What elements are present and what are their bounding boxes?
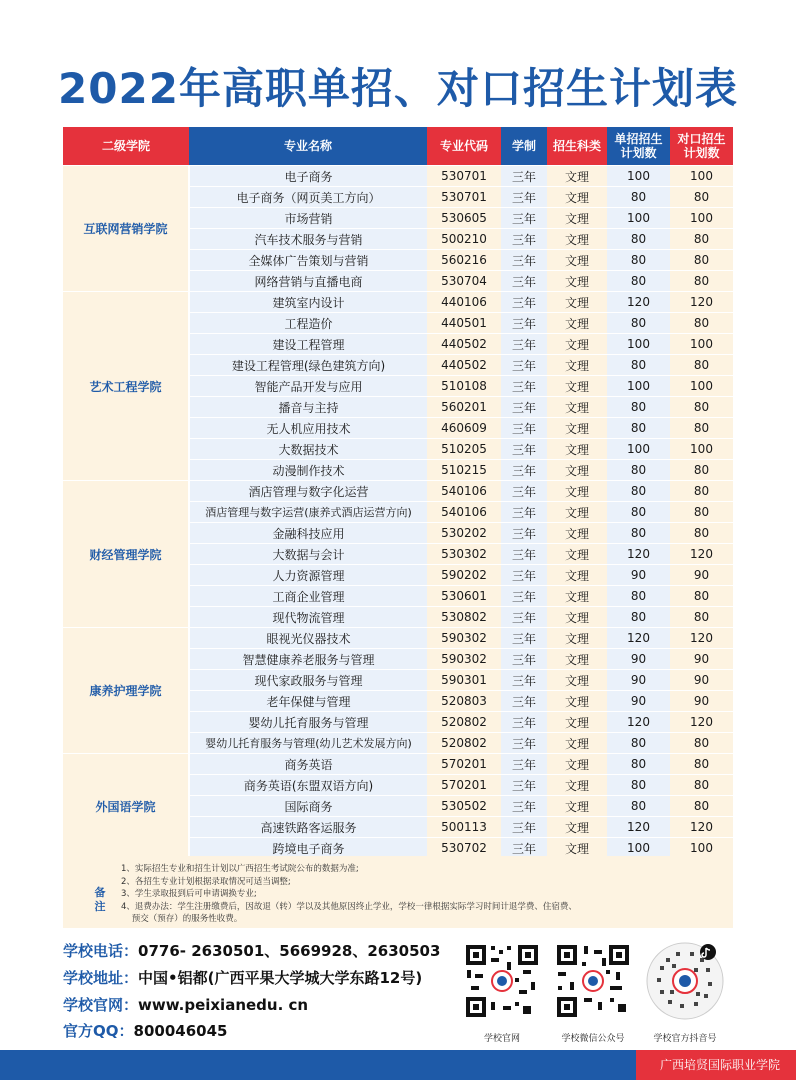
- duikou-quota-cell: 120: [670, 544, 733, 565]
- code-cell: 540106: [427, 481, 501, 502]
- major-cell: 建设工程管理: [189, 334, 427, 355]
- category-cell: 文理: [547, 229, 607, 250]
- code-cell: 520802: [427, 712, 501, 733]
- duikou-quota-cell: 100: [670, 334, 733, 355]
- category-cell: 文理: [547, 418, 607, 439]
- duikou-quota-cell: 120: [670, 628, 733, 649]
- category-cell: 文理: [547, 544, 607, 565]
- code-cell: 530704: [427, 271, 501, 292]
- category-cell: 文理: [547, 271, 607, 292]
- table-row: [63, 481, 733, 502]
- code-cell: 510205: [427, 439, 501, 460]
- single-quota-cell: 80: [607, 796, 670, 817]
- system-cell: 三年: [501, 418, 547, 439]
- category-cell: 文理: [547, 691, 607, 712]
- douyin-qr-code-icon[interactable]: [646, 942, 724, 1020]
- code-cell: 530701: [427, 166, 501, 187]
- code-cell: 510215: [427, 460, 501, 481]
- table-row: [63, 754, 733, 775]
- duikou-quota-cell: 80: [670, 481, 733, 502]
- duikou-quota-cell: 80: [670, 250, 733, 271]
- duikou-quota-cell: 80: [670, 775, 733, 796]
- system-cell: 三年: [501, 733, 547, 754]
- header-category: 招生科类: [547, 127, 607, 166]
- code-cell: 500113: [427, 817, 501, 838]
- category-cell: 文理: [547, 292, 607, 313]
- system-cell: 三年: [501, 166, 547, 187]
- phone-label: 学校电话：: [63, 942, 139, 960]
- header-college: 二级学院: [63, 127, 189, 166]
- category-cell: 文理: [547, 523, 607, 544]
- single-quota-cell: 120: [607, 712, 670, 733]
- category-cell: 文理: [547, 817, 607, 838]
- major-cell: 大数据与会计: [189, 544, 427, 565]
- system-cell: 三年: [501, 649, 547, 670]
- code-cell: 530502: [427, 796, 501, 817]
- category-cell: 文理: [547, 439, 607, 460]
- category-cell: 文理: [547, 796, 607, 817]
- single-quota-cell: 80: [607, 187, 670, 208]
- category-cell: 文理: [547, 502, 607, 523]
- duikou-quota-cell: 120: [670, 817, 733, 838]
- category-cell: 文理: [547, 565, 607, 586]
- single-quota-cell: 90: [607, 670, 670, 691]
- duikou-quota-cell: 80: [670, 313, 733, 334]
- system-cell: 三年: [501, 271, 547, 292]
- major-cell: 婴幼儿托育服务与管理(幼儿艺术发展方向): [189, 733, 427, 754]
- system-cell: 三年: [501, 460, 547, 481]
- qq-value: 800046045: [133, 1022, 228, 1040]
- major-cell: 酒店管理与数字化运营: [189, 481, 427, 502]
- major-cell: 智慧健康养老服务与管理: [189, 649, 427, 670]
- major-cell: 酒店管理与数字运营(康养式酒店运营方向): [189, 502, 427, 523]
- contact-qq: [63, 1020, 227, 1041]
- category-cell: 文理: [547, 838, 607, 859]
- single-quota-cell: 80: [607, 775, 670, 796]
- major-cell: 网络营销与直播电商: [189, 271, 427, 292]
- major-cell: 汽车技术服务与营销: [189, 229, 427, 250]
- major-cell: 眼视光仪器技术: [189, 628, 427, 649]
- duikou-quota-cell: 120: [670, 712, 733, 733]
- page-title: 2022年高职单招、对口招生计划表: [58, 64, 738, 113]
- qr-label-website: 学校官网: [483, 1034, 520, 1044]
- category-cell: 文理: [547, 187, 607, 208]
- single-quota-cell: 120: [607, 628, 670, 649]
- duikou-quota-cell: 90: [670, 649, 733, 670]
- code-cell: 590302: [427, 649, 501, 670]
- wechat-qr-code-icon[interactable]: [554, 942, 632, 1020]
- category-cell: 文理: [547, 460, 607, 481]
- system-cell: 三年: [501, 796, 547, 817]
- system-cell: 三年: [501, 628, 547, 649]
- category-cell: 文理: [547, 313, 607, 334]
- duikou-quota-cell: 80: [670, 355, 733, 376]
- single-quota-cell: 80: [607, 397, 670, 418]
- code-cell: 440501: [427, 313, 501, 334]
- category-cell: 文理: [547, 166, 607, 187]
- header-duikou-quota: 对口招生 计划数: [670, 127, 733, 166]
- code-cell: 500210: [427, 229, 501, 250]
- category-cell: 文理: [547, 355, 607, 376]
- address-value: 中国•铝都(广西平果大学城大学东路12号): [138, 969, 423, 987]
- major-cell: 电子商务: [189, 166, 427, 187]
- category-cell: 文理: [547, 649, 607, 670]
- website-value[interactable]: www.peixianedu. cn: [138, 996, 309, 1014]
- major-cell: 市场营销: [189, 208, 427, 229]
- duikou-quota-cell: 80: [670, 418, 733, 439]
- duikou-quota-cell: 100: [670, 166, 733, 187]
- duikou-quota-cell: 80: [670, 460, 733, 481]
- major-cell: 全媒体广告策划与营销: [189, 250, 427, 271]
- major-cell: 智能产品开发与应用: [189, 376, 427, 397]
- major-cell: 工商企业管理: [189, 586, 427, 607]
- category-cell: 文理: [547, 586, 607, 607]
- duikou-quota-cell: 80: [670, 586, 733, 607]
- system-cell: 三年: [501, 838, 547, 859]
- category-cell: 文理: [547, 607, 607, 628]
- single-quota-cell: 120: [607, 544, 670, 565]
- system-cell: 三年: [501, 565, 547, 586]
- system-cell: 三年: [501, 187, 547, 208]
- contact-address: [63, 967, 422, 988]
- single-quota-cell: 100: [607, 439, 670, 460]
- note-item: 2、各招生专业计划根据录取情况可适当调整;: [121, 876, 291, 887]
- major-cell: 建设工程管理(绿色建筑方向): [189, 355, 427, 376]
- system-cell: 三年: [501, 355, 547, 376]
- code-cell: 440502: [427, 355, 501, 376]
- single-quota-cell: 80: [607, 418, 670, 439]
- qq-label: 官方QQ：: [63, 1022, 134, 1040]
- major-cell: 老年保健与管理: [189, 691, 427, 712]
- system-cell: 三年: [501, 397, 547, 418]
- duikou-quota-cell: 80: [670, 229, 733, 250]
- system-cell: 三年: [501, 250, 547, 271]
- code-cell: 530702: [427, 838, 501, 859]
- major-cell: 婴幼儿托育服务与管理: [189, 712, 427, 733]
- single-quota-cell: 100: [607, 334, 670, 355]
- system-cell: 三年: [501, 481, 547, 502]
- contact-phone: [63, 940, 440, 961]
- code-cell: 540106: [427, 502, 501, 523]
- duikou-quota-cell: 90: [670, 691, 733, 712]
- single-quota-cell: 80: [607, 754, 670, 775]
- code-cell: 530605: [427, 208, 501, 229]
- code-cell: 560201: [427, 397, 501, 418]
- major-cell: 无人机应用技术: [189, 418, 427, 439]
- qr-label-douyin: 学校官方抖音号: [653, 1034, 717, 1044]
- system-cell: 三年: [501, 712, 547, 733]
- system-cell: 三年: [501, 586, 547, 607]
- header-major: 专业名称: [189, 127, 427, 166]
- major-cell: 工程造价: [189, 313, 427, 334]
- single-quota-cell: 80: [607, 586, 670, 607]
- duikou-quota-cell: 80: [670, 502, 733, 523]
- single-quota-cell: 80: [607, 250, 670, 271]
- qr-label-wechat: 学校微信公众号: [561, 1034, 625, 1044]
- system-cell: 三年: [501, 229, 547, 250]
- single-quota-cell: 100: [607, 376, 670, 397]
- duikou-quota-cell: 80: [670, 796, 733, 817]
- system-cell: 三年: [501, 754, 547, 775]
- header-code: 专业代码: [427, 127, 501, 166]
- header-system: 学制: [501, 127, 547, 166]
- duikou-quota-cell: 100: [670, 208, 733, 229]
- category-cell: 文理: [547, 628, 607, 649]
- code-cell: 440502: [427, 334, 501, 355]
- category-cell: 文理: [547, 775, 607, 796]
- category-cell: 文理: [547, 376, 607, 397]
- note-item: 4、退费办法：学生注册缴费后，因故退（转）学以及其他原因终止学业，学校一律根据实际学习时间计退学费、住宿费、: [121, 901, 577, 912]
- code-cell: 530802: [427, 607, 501, 628]
- single-quota-cell: 120: [607, 817, 670, 838]
- single-quota-cell: 100: [607, 208, 670, 229]
- phone-value: 0776- 2630501、5669928、2630503: [138, 942, 441, 960]
- college-name: 财经管理学院: [63, 481, 189, 628]
- code-cell: 440106: [427, 292, 501, 313]
- major-cell: 播音与主持: [189, 397, 427, 418]
- duikou-quota-cell: 90: [670, 565, 733, 586]
- contact-website: [63, 994, 308, 1015]
- footer-school-name: 广西培贤国际职业学院: [659, 1058, 780, 1072]
- major-cell: 跨境电子商务: [189, 838, 427, 859]
- duikou-quota-cell: 90: [670, 670, 733, 691]
- code-cell: 590202: [427, 565, 501, 586]
- duikou-quota-cell: 80: [670, 754, 733, 775]
- note-item: 1、实际招生专业和招生计划以广西招生考试院公布的数据为准;: [121, 864, 359, 874]
- single-quota-cell: 100: [607, 166, 670, 187]
- single-quota-cell: 90: [607, 649, 670, 670]
- category-cell: 文理: [547, 397, 607, 418]
- category-cell: 文理: [547, 208, 607, 229]
- duikou-quota-cell: 120: [670, 292, 733, 313]
- note-item: 3、学生录取报到后可申请调换专业;: [121, 889, 257, 899]
- table-body: [63, 166, 733, 859]
- duikou-quota-cell: 80: [670, 607, 733, 628]
- table-row: [63, 166, 733, 187]
- single-quota-cell: 80: [607, 355, 670, 376]
- major-cell: 金融科技应用: [189, 523, 427, 544]
- code-cell: 590301: [427, 670, 501, 691]
- single-quota-cell: 80: [607, 733, 670, 754]
- system-cell: 三年: [501, 691, 547, 712]
- category-cell: 文理: [547, 334, 607, 355]
- duikou-quota-cell: 80: [670, 523, 733, 544]
- major-cell: 动漫制作技术: [189, 460, 427, 481]
- single-quota-cell: 90: [607, 565, 670, 586]
- college-name: 艺术工程学院: [63, 292, 189, 481]
- major-cell: 大数据技术: [189, 439, 427, 460]
- duikou-quota-cell: 100: [670, 439, 733, 460]
- code-cell: 510108: [427, 376, 501, 397]
- system-cell: 三年: [501, 817, 547, 838]
- code-cell: 460609: [427, 418, 501, 439]
- system-cell: 三年: [501, 544, 547, 565]
- single-quota-cell: 100: [607, 838, 670, 859]
- college-name: 外国语学院: [63, 754, 189, 859]
- major-cell: 商务英语: [189, 754, 427, 775]
- code-cell: 570201: [427, 754, 501, 775]
- system-cell: 三年: [501, 334, 547, 355]
- duikou-quota-cell: 80: [670, 733, 733, 754]
- system-cell: 三年: [501, 376, 547, 397]
- notes-label: 备 注: [94, 886, 106, 913]
- enrollment-plan-table: [63, 127, 733, 859]
- college-name: 互联网营销学院: [63, 166, 189, 292]
- code-cell: 520802: [427, 733, 501, 754]
- single-quota-cell: 80: [607, 481, 670, 502]
- major-cell: 现代物流管理: [189, 607, 427, 628]
- system-cell: 三年: [501, 523, 547, 544]
- category-cell: 文理: [547, 481, 607, 502]
- duikou-quota-cell: 80: [670, 271, 733, 292]
- category-cell: 文理: [547, 712, 607, 733]
- duikou-quota-cell: 80: [670, 187, 733, 208]
- duikou-quota-cell: 80: [670, 397, 733, 418]
- table-row: [63, 292, 733, 313]
- table-header-row: [63, 127, 733, 166]
- major-cell: 电子商务（网页美工方向）: [189, 187, 427, 208]
- category-cell: 文理: [547, 250, 607, 271]
- code-cell: 530202: [427, 523, 501, 544]
- college-name: 康养护理学院: [63, 628, 189, 754]
- website-qr-code-icon[interactable]: [463, 942, 541, 1020]
- single-quota-cell: 80: [607, 523, 670, 544]
- code-cell: 560216: [427, 250, 501, 271]
- single-quota-cell: 80: [607, 607, 670, 628]
- category-cell: 文理: [547, 670, 607, 691]
- code-cell: 570201: [427, 775, 501, 796]
- category-cell: 文理: [547, 733, 607, 754]
- single-quota-cell: 80: [607, 460, 670, 481]
- major-cell: 人力资源管理: [189, 565, 427, 586]
- duikou-quota-cell: 100: [670, 838, 733, 859]
- single-quota-cell: 90: [607, 691, 670, 712]
- website-label: 学校官网：: [63, 996, 139, 1014]
- notes-list: [121, 863, 577, 926]
- header-single-quota: 单招招生 计划数: [607, 127, 670, 166]
- single-quota-cell: 80: [607, 271, 670, 292]
- system-cell: 三年: [501, 292, 547, 313]
- major-cell: 建筑室内设计: [189, 292, 427, 313]
- single-quota-cell: 80: [607, 502, 670, 523]
- system-cell: 三年: [501, 607, 547, 628]
- single-quota-cell: 80: [607, 229, 670, 250]
- code-cell: 520803: [427, 691, 501, 712]
- duikou-quota-cell: 100: [670, 376, 733, 397]
- table-row: [63, 628, 733, 649]
- code-cell: 530302: [427, 544, 501, 565]
- major-cell: 商务英语(东盟双语方向): [189, 775, 427, 796]
- single-quota-cell: 120: [607, 292, 670, 313]
- note-item: 预交（预存）的服务性收费。: [121, 914, 243, 924]
- system-cell: 三年: [501, 775, 547, 796]
- single-quota-cell: 80: [607, 313, 670, 334]
- system-cell: 三年: [501, 439, 547, 460]
- address-label: 学校地址：: [63, 969, 139, 987]
- code-cell: 530701: [427, 187, 501, 208]
- system-cell: 三年: [501, 670, 547, 691]
- system-cell: 三年: [501, 313, 547, 334]
- major-cell: 现代家政服务与管理: [189, 670, 427, 691]
- code-cell: 590302: [427, 628, 501, 649]
- category-cell: 文理: [547, 754, 607, 775]
- notes-panel: [63, 856, 733, 928]
- code-cell: 530601: [427, 586, 501, 607]
- system-cell: 三年: [501, 502, 547, 523]
- major-cell: 高速铁路客运服务: [189, 817, 427, 838]
- major-cell: 国际商务: [189, 796, 427, 817]
- system-cell: 三年: [501, 208, 547, 229]
